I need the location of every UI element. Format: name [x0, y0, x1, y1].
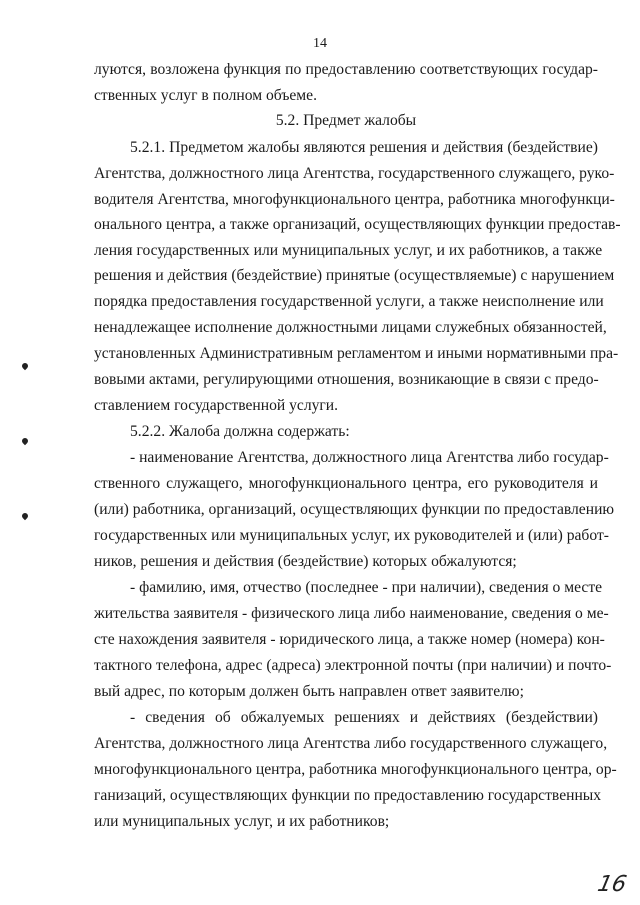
text-line: жительства заявителя - физического лица либо наименование, сведения о ме- — [94, 605, 609, 622]
margin-mark — [21, 512, 29, 520]
text-line: (или) работника, организаций, осуществляющих функции по предоставлению — [94, 501, 615, 518]
text-line: тактного телефона, адрес (адреса) электронной почты (при наличии) и почто- — [94, 657, 612, 674]
text-line: или муниципальных услуг, и их работников; — [94, 813, 390, 830]
text-line: порядка предоставления государственной услуги, а также неисполнение или — [94, 293, 604, 310]
text-line: решения и действия (бездействие) принятые (осуществляемые) с нарушением — [94, 267, 615, 284]
text-line: 5.2.1. Предметом жалобы являются решения и действия (бездействие) — [130, 139, 598, 156]
margin-mark — [21, 362, 29, 370]
text-line: многофункционального центра, работника многофункционального центра, ор- — [94, 761, 617, 778]
text-line: установленных Административным регламентом и иными нормативными пра- — [94, 345, 619, 362]
text-line: сте нахождения заявителя - юридического лица, а также номер (номера) кон- — [94, 631, 605, 648]
text-line: ненадлежащее исполнение должностными лицами служебных обязанностей, — [94, 319, 607, 336]
text-line: 5.2.2. Жалоба должна содержать: — [130, 423, 350, 440]
text-line: ставлением государственной услуги. — [94, 397, 339, 414]
text-line: луются, возложена функция по предоставлению соответствующих государ- — [94, 61, 598, 78]
text-line: ления государственных или муниципальных услуг, и их работников, а также — [94, 242, 603, 259]
text-line: Агентства, должностного лица Агентства либо государственного служащего, — [94, 735, 608, 752]
text-line: онального центра, а также организаций, осуществляющих функции предостав- — [94, 216, 621, 233]
text-line: вый адрес, по которым должен быть направлен ответ заявителю; — [94, 683, 524, 700]
text-line: водителя Агентства, многофункционального центра, работника многофункци- — [94, 191, 615, 208]
text-line: ганизаций, осуществляющих функции по предоставлению государственных — [94, 787, 602, 804]
page-number: 14 — [313, 36, 327, 51]
text-line: - фамилию, имя, отчество (последнее - при наличии), сведения о месте — [130, 579, 603, 596]
margin-mark — [21, 437, 29, 445]
text-line: ственных услуг в полном объеме. — [94, 87, 317, 104]
text-line: вовыми актами, регулирующими отношения, возникающие в связи с предо- — [94, 371, 599, 388]
text-line: ственного служащего, многофункционального центра, его руководителя и — [94, 475, 598, 492]
text-line: - сведения об обжалуемых решениях и действиях (бездействии) — [130, 709, 598, 726]
text-line: ников, решения и действия (бездействие) которых обжалуются; — [94, 553, 517, 570]
section-heading: 5.2. Предмет жалобы — [275, 112, 417, 129]
text-line: - наименование Агентства, должностного лица Агентства либо государ- — [130, 449, 609, 466]
text-line: государственных или муниципальных услуг, их руководителей и (или) работ- — [94, 527, 609, 544]
handwritten-sheet-number: 16 — [595, 872, 629, 897]
text-line: Агентства, должностного лица Агентства, государственного служащего, руко- — [94, 165, 615, 182]
